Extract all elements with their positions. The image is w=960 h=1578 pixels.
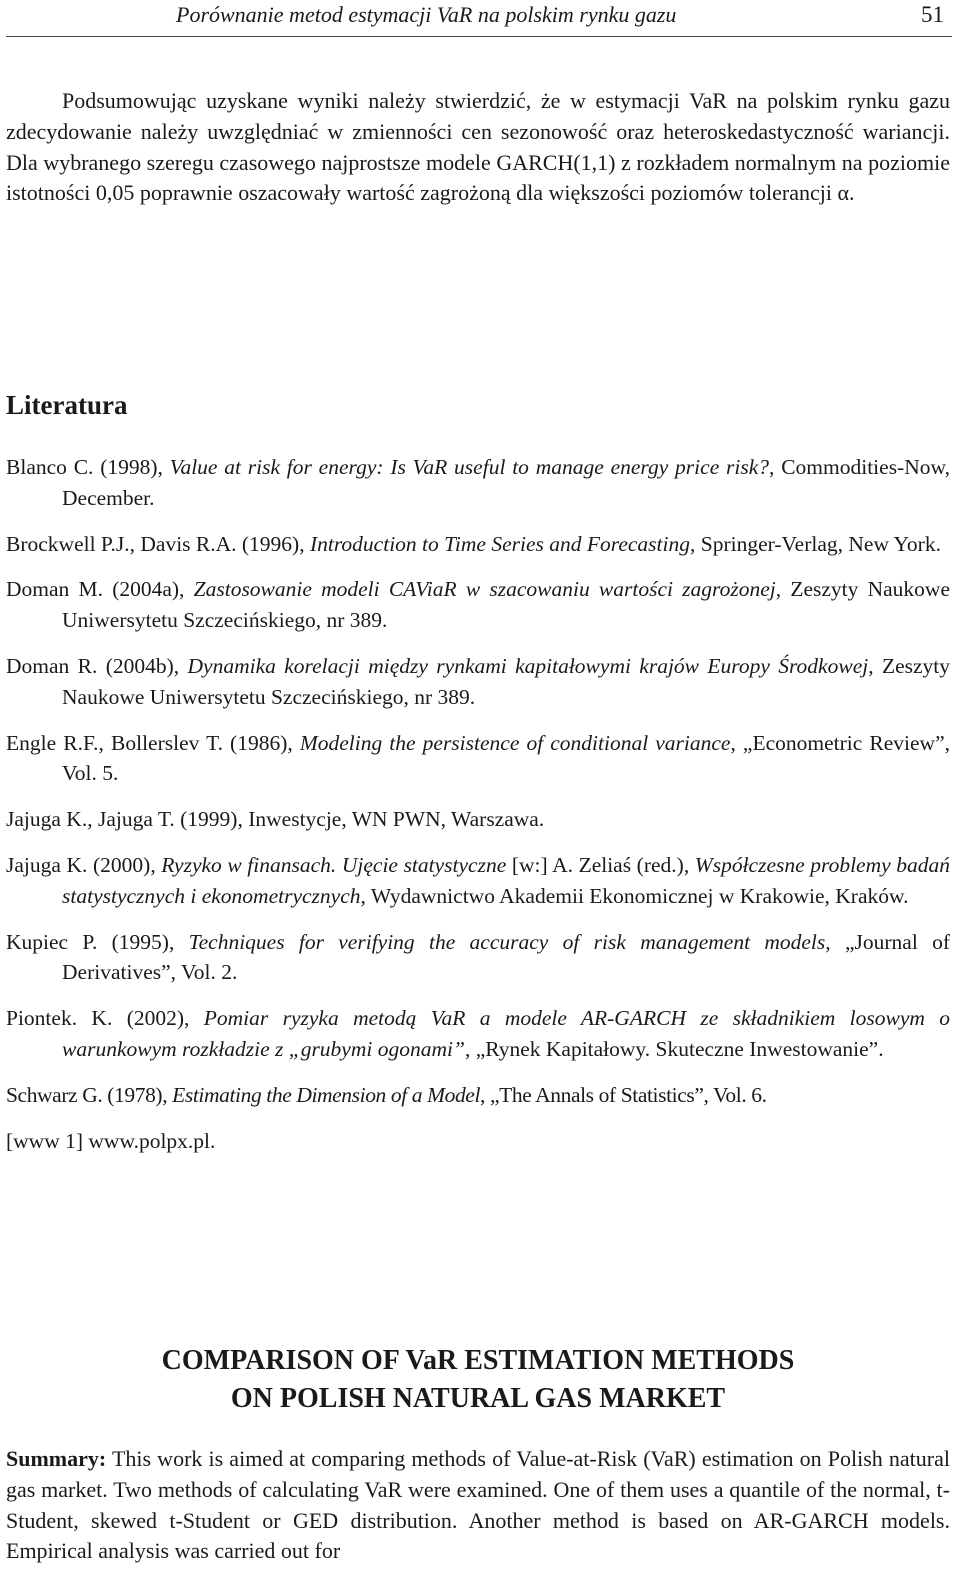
reference-item bbox=[6, 850, 950, 912]
reference-item bbox=[6, 574, 950, 636]
ref-prefix: Brockwell P.J., Davis R.A. (1996), bbox=[6, 531, 310, 556]
ref-prefix: Jajuga K., Jajuga T. (1999), Inwestycje, WN PWN, Warszawa. bbox=[6, 807, 545, 832]
english-title bbox=[0, 1342, 956, 1418]
ref-suffix: , „The Annals of Statistics”, Vol. 6. bbox=[480, 1082, 767, 1107]
reference-item bbox=[6, 1080, 950, 1111]
ref-prefix: Doman R. (2004b), bbox=[6, 653, 188, 678]
page-number: 51 bbox=[921, 2, 944, 27]
ref-prefix: Kupiec P. (1995), bbox=[6, 929, 189, 954]
ref-title: Estimating the Dimension of a Model bbox=[172, 1082, 481, 1107]
ref-suffix: , Springer-Verlag, New York. bbox=[689, 531, 941, 556]
reference-item bbox=[6, 1126, 950, 1157]
ref-suffix: , „Econometric Review”, Vol. 5. bbox=[62, 730, 950, 786]
ref-title: Pomiar ryzyka metodą VaR a modele AR-GARCH ze składnikiem losowym o warunkowym rozkładzie z „grubymi ogonami” bbox=[62, 1006, 951, 1061]
reference-item bbox=[6, 651, 950, 713]
ref-title-2: Współczesne problemy badań statystycznych i ekonometrycznych bbox=[62, 852, 950, 908]
reference-item bbox=[6, 1003, 950, 1065]
ref-title: Introduction to Time Series and Forecasting bbox=[309, 531, 690, 556]
summary-text: This work is aimed at comparing methods of Value-at-Risk (VaR) estimation on Polish natural gas market. Two methods of calculating VaR were examined. One of them uses a quantile of the normal, t-Student, skewed t-Student or GED distribution. Another method is based on AR-GARCH models. Empirical analysis was carried out for bbox=[6, 1446, 950, 1564]
summary-label: Summary: bbox=[6, 1446, 107, 1471]
ref-suffix: , Commodities-Now, December. bbox=[62, 455, 951, 510]
ref-suffix: , „Journal of Derivatives”, Vol. 2. bbox=[62, 929, 950, 985]
reference-list bbox=[6, 452, 950, 1171]
summary-paragraph bbox=[6, 1444, 950, 1567]
reference-item bbox=[6, 529, 950, 560]
ref-prefix: Doman M. (2004a), bbox=[6, 577, 194, 602]
ref-suffix: , Zeszyty Naukowe Uniwersytetu Szczecińskiego, nr 389. bbox=[62, 653, 951, 709]
running-header bbox=[6, 0, 952, 37]
ref-prefix: Schwarz G. (1978), bbox=[6, 1082, 173, 1107]
body-paragraph: Podsumowując uzyskane wyniki należy stwierdzić, że w estymacji VaR na polskim rynku gazu zdecydowanie należy uwzględniać w zmienności cen sezonowość oraz heteroskedastyczność wariancji. Dla wybranego szeregu czasowego najprostsze modele GARCH(1,1) z rozkładem normalnym na poziomie istotności 0,05 poprawnie oszacowały wartość zagrożoną dla większości poziomów tolerancji α. bbox=[6, 88, 950, 206]
reference-item bbox=[6, 927, 950, 989]
ref-title: Dynamika korelacji między rynkami kapitałowymi krajów Europy Środkowej bbox=[187, 653, 869, 678]
ref-title: Techniques for verifying the accuracy of risk management models bbox=[188, 929, 826, 954]
ref-suffix: , „Rynek Kapitałowy. Skuteczne Inwestowanie”. bbox=[464, 1036, 884, 1061]
english-title-line-1: COMPARISON OF VaR ESTIMATION METHODS bbox=[161, 1345, 795, 1376]
ref-title: Ryzyko w finansach. Ujęcie statystyczne bbox=[161, 852, 507, 877]
reference-item bbox=[6, 728, 950, 790]
ref-middle: [w:] A. Zeliaś (red.), bbox=[506, 852, 695, 877]
reference-item bbox=[6, 804, 950, 835]
ref-title: Modeling the persistence of conditional variance bbox=[299, 730, 731, 755]
ref-prefix: Engle R.F., Bollerslev T. (1986), bbox=[6, 730, 300, 755]
running-title: Porównanie metod estymacji VaR na polskim rynku gazu bbox=[176, 2, 677, 27]
reference-item bbox=[6, 452, 950, 514]
ref-suffix: , Zeszyty Naukowe Uniwersytetu Szczecińskiego, nr 389. bbox=[62, 577, 950, 633]
ref-suffix: , Wydawnictwo Akademii Ekonomicznej w Krakowie, Kraków. bbox=[360, 883, 909, 908]
ref-prefix: [www 1] www.polpx.pl. bbox=[6, 1128, 216, 1153]
ref-title: Zastosowanie modeli CAViaR w szacowaniu wartości zagrożonej bbox=[193, 577, 776, 602]
english-title-line-2: ON POLISH NATURAL GAS MARKET bbox=[230, 1383, 726, 1414]
ref-title: Value at risk for energy: Is VaR useful to manage energy price risk? bbox=[169, 455, 770, 479]
ref-prefix: Piontek. K. (2002), bbox=[6, 1006, 204, 1031]
ref-prefix: Blanco C. (1998), bbox=[6, 455, 170, 479]
literature-heading: Literatura bbox=[6, 390, 128, 420]
ref-prefix: Jajuga K. (2000), bbox=[6, 852, 162, 877]
